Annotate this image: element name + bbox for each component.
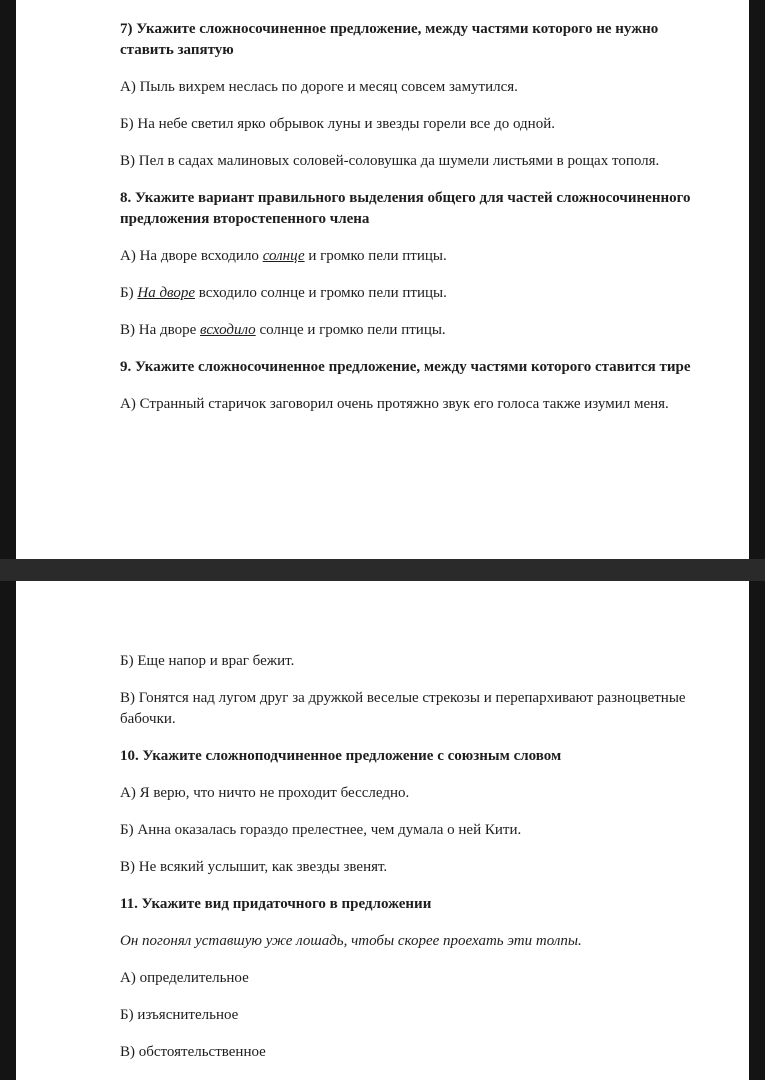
underlined-word: всходило [200,322,256,338]
example-sentence: Он погонял уставшую уже лошадь, чтобы скорее проехать эти толпы. [120,933,582,949]
answer-option-b: Б) Еще напор и враг бежит. [120,653,295,669]
option-text: солнце и громко пели птицы. [255,322,446,338]
document-page-1 [16,0,749,559]
question-10 [120,746,701,878]
answer-option-a: А) Я верю, что ничто не проходит бесследно. [120,785,410,801]
option-text: А) На дворе всходило [120,248,263,264]
question-title: 7) Укажите сложносочиненное предложение, между частями которого не нужно ставить запятую [120,21,659,58]
question-9-continued [120,651,701,730]
question-title: 10. Укажите сложноподчиненное предложение с союзным словом [120,748,562,764]
question-11 [120,894,701,1063]
answer-option-v [120,320,701,341]
question-title: 11. Укажите вид придаточного в предложении [120,896,432,912]
question-7 [120,19,701,172]
answer-option-b: Б) изъяснительное [120,1007,239,1023]
question-9 [120,357,701,415]
answer-option-v: В) обстоятельственное [120,1044,266,1060]
underlined-word: На дворе [137,285,196,301]
underlined-word: солнце [262,248,305,264]
option-text: В) На дворе [120,322,201,338]
answer-option-v: В) Не всякий услышит, как звезды звенят. [120,859,388,875]
document-page-2 [16,581,749,1080]
answer-option-b: Б) Анна оказалась гораздо прелестнее, чем думала о ней Кити. [120,822,522,838]
answer-option-b [120,283,701,304]
right-margin-shade [749,0,765,1080]
option-text: и громко пели птицы. [304,248,447,264]
answer-option-v: В) Гонятся над лугом друг за дружкой веселые стрекозы и перепархивают разноцветные бабочки. [120,690,686,727]
answer-option-v: В) Пел в садах малиновых соловей-соловушка да шумели листьями в рощах тополя. [120,153,660,169]
answer-option-a [120,246,701,267]
answer-option-a: А) определительное [120,970,249,986]
question-8 [120,188,701,341]
question-title: 9. Укажите сложносочиненное предложение, между частями которого ставится тире [120,359,691,375]
answer-option-a: А) Странный старичок заговорил очень протяжно звук его голоса также изумил меня. [120,396,669,412]
left-margin-shade [0,0,16,1080]
option-text: Б) [120,285,138,301]
answer-option-a: А) Пыль вихрем неслась по дороге и месяц совсем замутился. [120,79,518,95]
question-title: 8. Укажите вариант правильного выделения общего для частей сложносочиненного предложения второстепенного члена [120,190,691,227]
option-text: всходило солнце и громко пели птицы. [195,285,447,301]
page-gap [0,559,765,581]
answer-option-b: Б) На небе светил ярко обрывок луны и звезды горели все до одной. [120,116,555,132]
